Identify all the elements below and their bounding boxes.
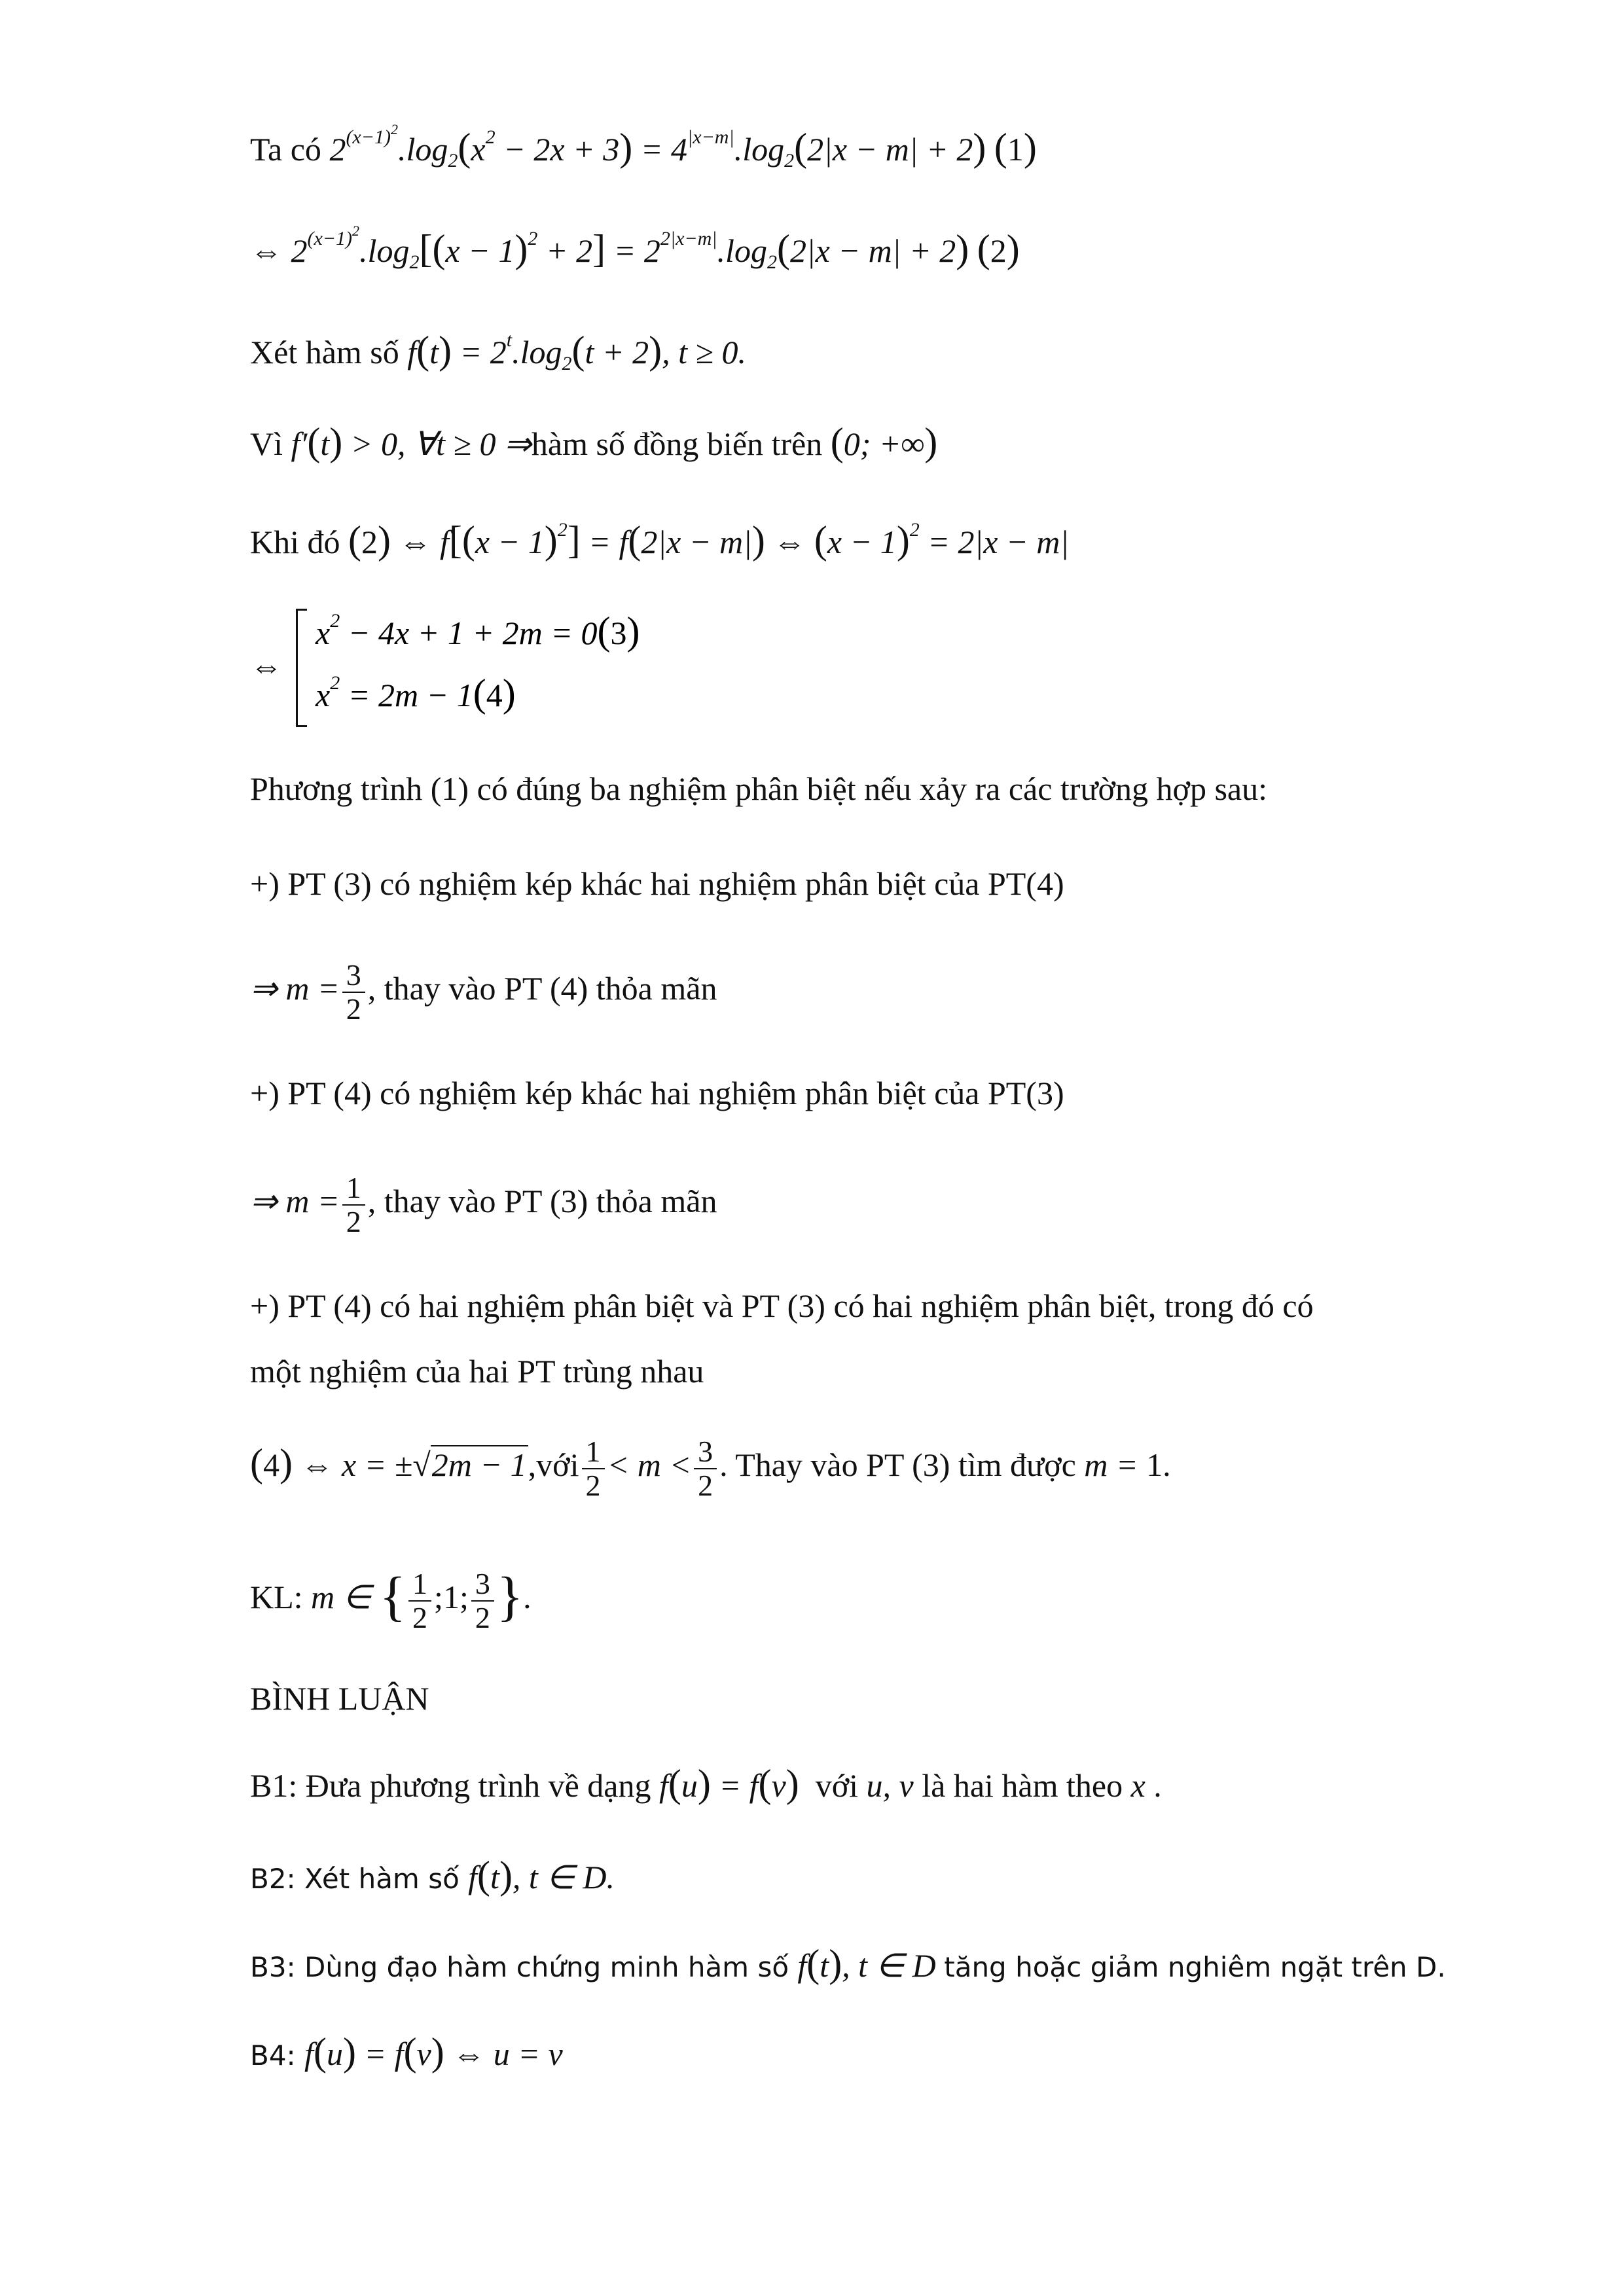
- increasing-text: hàm số đồng biến trên: [531, 425, 823, 462]
- because-text: Vì: [250, 425, 283, 462]
- step-b3-text: B3: Dùng đạo hàm chứng minh hàm số: [250, 1951, 789, 1983]
- function-def-line: Xét hàm số $f(t) = 2^t.\log_2(t + 2)$, t ≥ 0.: [250, 329, 746, 374]
- step-b1: B1: Đưa phương trình về dạng f(u) = f(v) với u, v là hai hàm theo x .: [250, 1762, 1162, 1805]
- equivalence-line: Khi đó (2) ⇔ $f[(x - 1)^2] = f(2|x - m|)$ ⇔ $(x - 1)^2 = 2|x - m|$: [250, 518, 1070, 562]
- case-1-result: ⇒ m = $\frac{3}{2}$ , thay vào PT (4) thỏa mãn: [250, 958, 717, 1026]
- document-page: Ta có $2^{(x-1)^2}.\log_2(x^2 - 2x + 3) = 4^{|x-m|}.\log_2(2|x - m| + 2)$ (1) ⇔ $2^{(x-1)^2}.\log_2[(x - 1)^2 + 2] = 2^{2|x-m|}.\log_2(2|x - m| + 2)$ (2) Xét hàm số $f(t) = 2^t.\log_2(t + 2)$, t ≥ 0. Vì f′(t) > 0, ∀t ≥ 0 ⇒hàm số đồng biến trên (0; +∞) Khi đó (2) ⇔ $f[(x - 1)^2] = f(2|x - m|)$ ⇔ $(x - 1)^2 = 2|x - m|$ ⇔ $x^2 - 4x + 1 + 2m = 0(3)$ $x^2 = 2m - 1(4)$ Phương trình (1) có đúng ba nghiệm phân biệt nếu xảy ra các trường hợp sau: +) PT (3) có nghiệm kép khác hai nghiệm phân biệt của PT(4) ⇒ m = $\frac{3}{2}$ , thay vào PT (4) thỏa mãn +) PT (4) có nghiệm kép khác hai nghiệm phân biệt của PT(3) ⇒ m = $\frac{1}{2}$ , thay vào PT (3) thỏa mãn +) PT (4) có hai nghiệm phân biệt và PT (3) có hai nghiệm phân biệt, trong đó có một nghiệm của hai PT trùng nhau (4) ⇔ x = ±√2m − 1,với $\frac{1}{2}$ < m < $\frac{3}{2}$ . Thay vào PT (3) tìm được m = 1. KL: m ∈ { $\frac{1}{2}$ ;1; $\frac{3}{2}$ }. BÌNH LUẬN B1: Đưa phương trình về dạng f(u) = f(v) với u, v là hai hàm theo x . B2: Xét hàm số f(t), t ∈ D. B3: Dùng đạo hàm chứng minh hàm số f(t), t ∈ D tăng hoặc giảm nghiêm ngặt trên D. B4: f(u) = f(v) ⇔ u = v: [0, 0, 1624, 2296]
- case-1-text: +) PT (3) có nghiệm kép khác hai nghiệm phân biệt của PT(4): [250, 865, 1064, 902]
- step-b1-text: B1: Đưa phương trình về dạng: [250, 1767, 651, 1804]
- commentary-heading: BÌNH LUẬN: [250, 1680, 429, 1717]
- intro-text: Ta có: [250, 131, 321, 168]
- case-3-text: +) PT (4) có hai nghiệm phân biệt và PT (3) có hai nghiệm phân biệt, trong đó có: [250, 1287, 1314, 1324]
- substitute-text-2: , thay vào PT (3) thỏa mãn: [367, 1183, 717, 1219]
- equation-2-line: ⇔ $2^{(x-1)^2}.\log_2[(x - 1)^2 + 2] = 2^{2|x-m|}.\log_2(2|x - m| + 2)$ (2): [250, 223, 1020, 273]
- equation-4: $x^2 = 2m - 1(4)$: [316, 672, 516, 715]
- conclusion-label: KL:: [250, 1579, 303, 1615]
- then-text: Khi đó: [250, 524, 340, 560]
- step-b4-label: B4:: [250, 2039, 296, 2072]
- monotonic-line: Vì f′(t) > 0, ∀t ≥ 0 ⇒hàm số đồng biến trên (0; +∞): [250, 420, 938, 463]
- step-b3: B3: Dùng đạo hàm chứng minh hàm số f(t), t ∈ D tăng hoặc giảm nghiêm ngặt trên D.: [250, 1942, 1446, 1985]
- with-text: ,với: [528, 1446, 579, 1483]
- step-b4: B4: f(u) = f(v) ⇔ u = v: [250, 2030, 563, 2073]
- with-word: với: [815, 1767, 859, 1804]
- conclusion-line: KL: m ∈ { $\frac{1}{2}$ ;1; $\frac{3}{2}$ }.: [250, 1566, 532, 1634]
- substitute-text-1: , thay vào PT (4) thỏa mãn: [367, 970, 717, 1007]
- step-b3-text-end: tăng hoặc giảm nghiêm ngặt trên D.: [944, 1951, 1446, 1983]
- case-3-text-cont: một nghiệm của hai PT trùng nhau: [250, 1353, 704, 1390]
- case-3-result: (4) ⇔ x = ±√2m − 1,với $\frac{1}{2}$ < m < $\frac{3}{2}$ . Thay vào PT (3) tìm được m = 1.: [250, 1434, 1171, 1502]
- find-text: . Thay vào PT (3) tìm được: [719, 1446, 1076, 1483]
- equation-3: $x^2 - 4x + 1 + 2m = 0(3)$: [316, 609, 640, 653]
- consider-function-text: Xét hàm số: [250, 334, 399, 370]
- case-2-text: +) PT (4) có nghiệm kép khác hai nghiệm phân biệt của PT(3): [250, 1075, 1064, 1111]
- cases-intro: Phương trình (1) có đúng ba nghiệm phân biệt nếu xảy ra các trường hợp sau:: [250, 770, 1267, 807]
- case-2-result: ⇒ m = $\frac{1}{2}$ , thay vào PT (3) thỏa mãn: [250, 1170, 717, 1238]
- equation-1-line: Ta có $2^{(x-1)^2}.\log_2(x^2 - 2x + 3) = 4^{|x-m|}.\log_2(2|x - m| + 2)$ (1): [250, 121, 1037, 171]
- system-bracket: [296, 609, 307, 727]
- two-functions-text: là hai hàm theo: [922, 1767, 1123, 1804]
- step-b2-text: B2: Xét hàm số: [250, 1863, 460, 1895]
- step-b2: B2: Xét hàm số f(t), t ∈ D.: [250, 1854, 615, 1897]
